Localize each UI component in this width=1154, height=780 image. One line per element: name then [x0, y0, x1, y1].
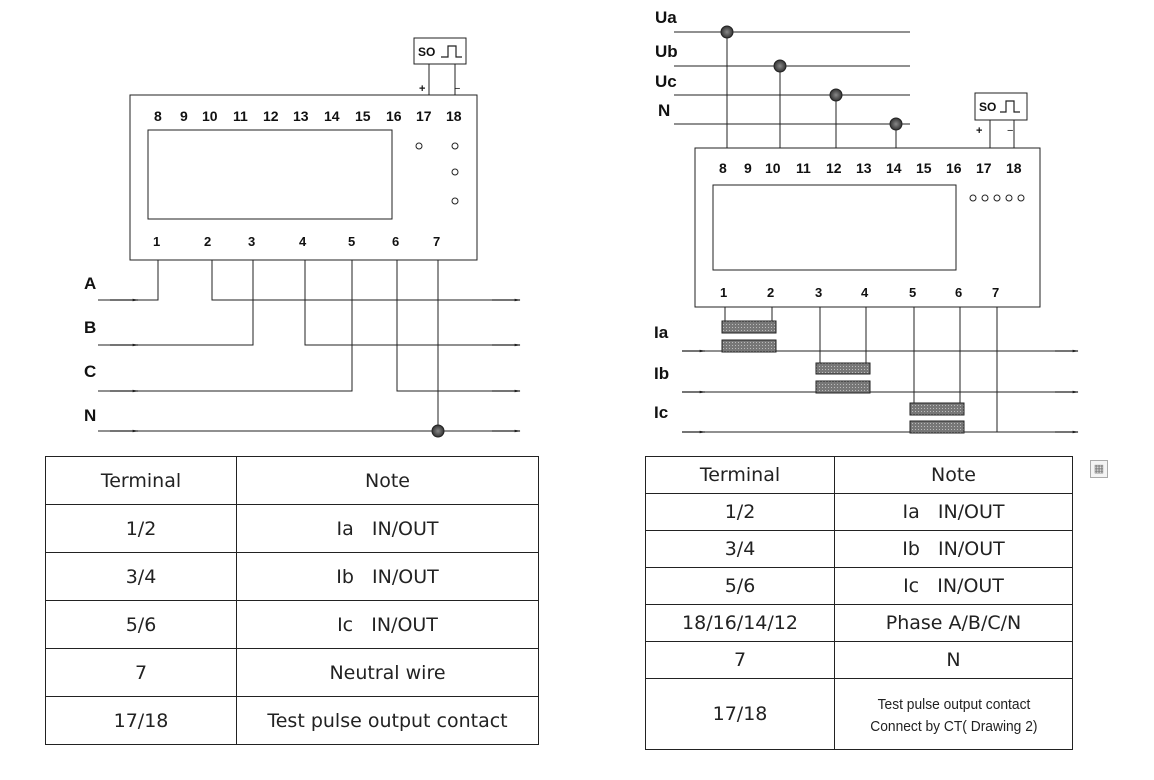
terminal-label: 13	[856, 160, 872, 176]
note-cell: Phase A/B/C/N	[835, 605, 1073, 642]
terminal-label: 7	[433, 234, 441, 249]
note-cell: Ib IN/OUT	[835, 531, 1073, 568]
plus-label-1: +	[419, 83, 426, 95]
terminal-cell: 3/4	[646, 531, 835, 568]
display-window-1	[148, 130, 392, 219]
terminal-label: 10	[202, 108, 218, 124]
terminal-label: 17	[416, 108, 432, 124]
junction-dot-uc	[830, 89, 842, 101]
led-indicator	[970, 195, 976, 201]
voltage-label-n: N	[658, 101, 671, 120]
led-indicator	[452, 198, 458, 204]
note-cell: Test pulse output contact	[237, 697, 539, 745]
junction-dot-ub	[774, 60, 786, 72]
terminal-cell: 7	[46, 649, 237, 697]
led-indicator	[1006, 195, 1012, 201]
current-label-ib: Ib	[654, 364, 670, 383]
drawing-1-arrows	[110, 300, 520, 431]
so-label-2: SO	[979, 100, 997, 114]
display-window-2	[713, 185, 956, 270]
line-label-n: N	[84, 406, 97, 425]
terminal-label: 6	[955, 285, 963, 300]
plus-label-2: +	[976, 125, 983, 137]
terminal-label: 17	[976, 160, 992, 176]
terminal-label: 14	[886, 160, 902, 176]
ct-ib-top	[816, 363, 870, 374]
voltage-junction-dots	[721, 26, 902, 130]
led-indicator	[416, 143, 422, 149]
terminal-label: 9	[744, 160, 752, 176]
pulse-symbol-1	[441, 46, 462, 57]
junction-dot-ua	[721, 26, 733, 38]
led-indicator	[1018, 195, 1024, 201]
note-cell	[835, 679, 1073, 750]
minus-label-2: −	[1007, 125, 1014, 137]
terminal-label: 15	[355, 108, 371, 124]
led-indicator	[994, 195, 1000, 201]
terminal-label: 7	[992, 285, 1000, 300]
table-header-row	[46, 457, 539, 505]
note-cell: Neutral wire	[237, 649, 539, 697]
terminal-cell: 5/6	[646, 568, 835, 605]
led-indicator	[452, 143, 458, 149]
terminal-label: 5	[909, 285, 917, 300]
drawing-2	[674, 32, 1078, 432]
pulse-symbol-2	[1000, 101, 1020, 112]
drawing-1	[98, 38, 520, 431]
table-row	[646, 494, 1073, 531]
junction-dot-n	[890, 118, 902, 130]
line-label-b: B	[84, 318, 97, 337]
line-label-a: A	[84, 274, 97, 293]
terminal-cell: 1/2	[646, 494, 835, 531]
ct-ia-top	[722, 321, 776, 333]
note-line-1: Test pulse output contact	[877, 696, 1030, 713]
table-header: Note	[835, 457, 1073, 494]
terminal-label: 2	[204, 234, 212, 249]
terminal-label: 6	[392, 234, 400, 249]
note-cell: Ic IN/OUT	[237, 601, 539, 649]
table-header: Terminal	[46, 457, 237, 505]
terminal-label: 5	[348, 234, 356, 249]
ct-ic-top	[910, 403, 964, 415]
current-transformers	[722, 321, 964, 433]
terminal-cell: 5/6	[46, 601, 237, 649]
ct-ib-bottom	[816, 381, 870, 393]
table-row	[646, 679, 1073, 750]
terminal-label: 3	[815, 285, 823, 300]
terminal-cell: 17/18	[646, 679, 835, 750]
so-label-1: SO	[418, 45, 436, 59]
terminal-label: 16	[946, 160, 962, 176]
terminal-cell: 7	[646, 642, 835, 679]
terminal-label: 4	[299, 234, 307, 249]
terminal-label: 11	[233, 108, 248, 124]
terminal-table-1	[45, 456, 539, 745]
table-row	[646, 605, 1073, 642]
voltage-label-uc: Uc	[655, 72, 677, 91]
note-cell: Ic IN/OUT	[835, 568, 1073, 605]
note-line-2: Connect by CT( Drawing 2)	[869, 718, 1038, 735]
terminal-label: 9	[180, 108, 188, 124]
note-cell: N	[835, 642, 1073, 679]
table-header: Note	[237, 457, 539, 505]
table-header: Terminal	[646, 457, 835, 494]
terminal-label: 1	[720, 285, 728, 300]
table-row	[646, 568, 1073, 605]
terminal-label: 11	[796, 160, 811, 176]
ct-ia-bottom	[722, 340, 776, 352]
table-row	[46, 649, 539, 697]
terminal-label: 15	[916, 160, 932, 176]
terminal-label: 18	[446, 108, 462, 124]
terminal-label: 14	[324, 108, 340, 124]
terminal-table-2	[645, 456, 1073, 750]
note-cell: Ib IN/OUT	[237, 553, 539, 601]
note-cell: Ia IN/OUT	[237, 505, 539, 553]
table-row	[646, 531, 1073, 568]
terminal-label: 13	[293, 108, 309, 124]
terminal-cell: 3/4	[46, 553, 237, 601]
terminal-label: 12	[263, 108, 279, 124]
current-label-ia: Ia	[654, 323, 669, 342]
terminal-label: 4	[861, 285, 869, 300]
terminal-label: 16	[386, 108, 402, 124]
line-label-c: C	[84, 362, 97, 381]
terminal-label: 1	[153, 234, 161, 249]
table-header-row	[646, 457, 1073, 494]
table-row	[46, 601, 539, 649]
ct-ic-bottom	[910, 421, 964, 433]
terminal-label: 3	[248, 234, 256, 249]
terminal-label: 12	[826, 160, 842, 176]
current-label-ic: Ic	[654, 403, 669, 422]
table-row	[46, 697, 539, 745]
led-indicator	[452, 169, 458, 175]
table-icon[interactable]: ▦	[1090, 460, 1108, 478]
terminal-label: 18	[1006, 160, 1022, 176]
neutral-junction-dot	[432, 425, 444, 437]
voltage-label-ub: Ub	[655, 42, 678, 61]
note-cell: Ia IN/OUT	[835, 494, 1073, 531]
terminal-label: 8	[154, 108, 162, 124]
voltage-label-ua: Ua	[655, 8, 677, 27]
table-row	[46, 505, 539, 553]
terminal-cell: 18/16/14/12	[646, 605, 835, 642]
terminal-label: 10	[765, 160, 781, 176]
terminal-cell: 1/2	[46, 505, 237, 553]
table-row	[46, 553, 539, 601]
terminal-label: 8	[719, 160, 727, 176]
terminal-label: 2	[767, 285, 775, 300]
led-indicator	[982, 195, 988, 201]
table-row	[646, 642, 1073, 679]
minus-label-1: −	[454, 83, 461, 95]
terminal-cell: 17/18	[46, 697, 237, 745]
